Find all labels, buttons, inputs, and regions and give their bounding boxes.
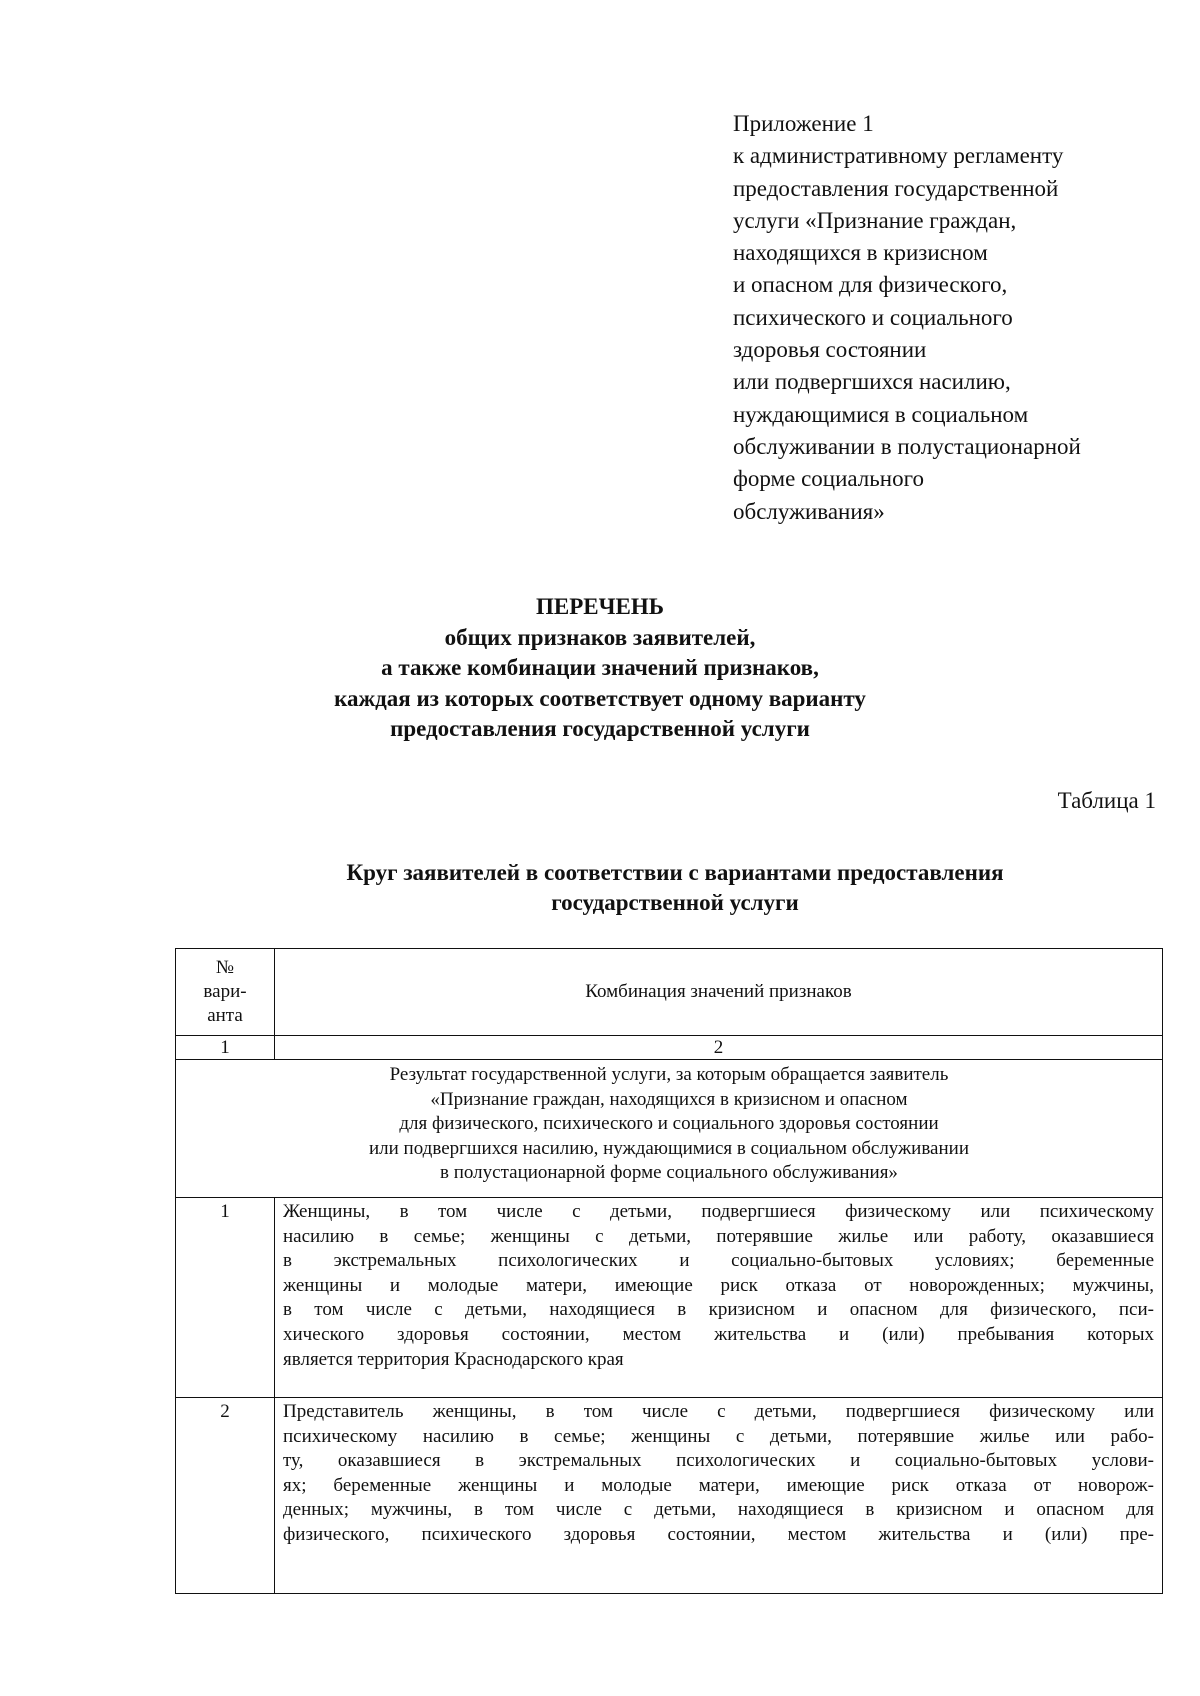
appendix-line: находящихся в кризисном xyxy=(733,240,988,266)
title-subtitle-line: общих признаков заявителей, xyxy=(444,624,756,650)
applicants-table xyxy=(175,948,1163,1594)
row-line: Женщины, в том числе с детьми, подвергшиеся физическому или психическому xyxy=(283,1201,1154,1222)
appendix-line: или подвергшихся насилию, xyxy=(733,369,1011,395)
row-line: Представитель женщины, в том числе с детьми, подвергшиеся физическому или xyxy=(283,1401,1154,1422)
row-variant-number: 2 xyxy=(176,1398,275,1594)
row-line: насилию в семье; женщины с детьми, потерявшие жилье или работу, оказавшиеся xyxy=(283,1225,1154,1247)
title-heading: ПЕРЕЧЕНЬ xyxy=(536,594,664,619)
row-variant-number: 1 xyxy=(176,1198,275,1398)
header-combination: Комбинация значений признаков xyxy=(275,949,1163,1036)
table-row xyxy=(176,1198,1163,1398)
header-variant-number xyxy=(176,949,275,1036)
title-subtitle-line: каждая из которых соответствует одному варианту xyxy=(334,685,866,711)
section-line: или подвергшихся насилию, нуждающимися в социальном обслуживании xyxy=(368,1137,969,1159)
title-subtitle-line: предоставления государственной услуги xyxy=(390,716,810,741)
row-line: является территория Краснодарского края xyxy=(283,1348,624,1370)
appendix-line: обслуживании в полустационарной xyxy=(733,433,1081,459)
table-title-line: государственной услуги xyxy=(551,890,799,915)
table-row xyxy=(176,1398,1163,1594)
table-label: Таблица 1 xyxy=(1057,788,1156,813)
appendix-line: здоровья состоянии xyxy=(733,337,927,363)
document-title xyxy=(0,592,1200,745)
table-section-row xyxy=(176,1060,1163,1198)
appendix-line: Приложение 1 xyxy=(733,111,874,136)
row-line: денных; мужчины, в том числе с детьми, находящиеся в кризисном и опасном для xyxy=(283,1499,1154,1521)
row-line: в том числе с детьми, находящиеся в кризисном и опасном для физического, пси- xyxy=(283,1299,1154,1321)
row-line: ях; беременные женщины и молодые матери, имеющие риск отказа от новорож- xyxy=(283,1474,1154,1496)
header-num-line: № xyxy=(215,957,235,978)
appendix-line: к административному регламенту xyxy=(733,143,1064,169)
column-index-body: 2 xyxy=(275,1036,1163,1060)
table-title xyxy=(0,858,1200,918)
column-index-num: 1 xyxy=(176,1036,275,1060)
row-line: в экстремальных психологических и социально-бытовых условиях; беременные xyxy=(283,1250,1154,1272)
table-column-index-row xyxy=(176,1036,1163,1060)
appendix-header xyxy=(733,108,1173,528)
row-line: хического здоровья состоянии, местом жительства и (или) пребывания которых xyxy=(283,1323,1154,1345)
appendix-line: предоставления государственной xyxy=(733,175,1059,201)
row-line: психическому насилию в семье; женщины с детьми, потерявшие жилье или рабо- xyxy=(283,1425,1154,1447)
section-line: Результат государственной услуги, за которым обращается заявитель xyxy=(389,1064,949,1085)
header-num-line: анта xyxy=(207,1005,243,1026)
table-title-line: Круг заявителей в соответствии с вариантами предоставления xyxy=(346,860,1004,885)
header-num-line: вари- xyxy=(203,981,247,1002)
appendix-line: форме социального xyxy=(733,466,924,492)
row-line: ту, оказавшиеся в экстремальных психологических и социально-бытовых услови- xyxy=(283,1450,1154,1472)
row-line: физического, психического здоровья состоянии, местом жительства и (или) пре- xyxy=(283,1523,1154,1545)
table-header-row xyxy=(176,949,1163,1036)
appendix-line: нуждающимися в социальном xyxy=(733,401,1029,427)
appendix-line: услуги «Признание граждан, xyxy=(733,207,1017,233)
section-line: в полустационарной форме социального обслуживания» xyxy=(440,1162,898,1183)
section-line: для физического, психического и социального здоровья состоянии xyxy=(399,1113,939,1134)
row-line: женщины и молодые матери, имеющие риск отказа от новорожденных; мужчины, xyxy=(283,1274,1154,1296)
section-result xyxy=(176,1060,1163,1198)
section-line: «Признание граждан, находящихся в кризисном и опасном xyxy=(430,1088,908,1110)
row-combination-text xyxy=(275,1398,1163,1594)
title-subtitle-line: а также комбинации значений признаков, xyxy=(381,655,819,680)
appendix-line: психического и социального xyxy=(733,304,1013,330)
appendix-line: и опасном для физического, xyxy=(733,272,1008,298)
appendix-line: обслуживания» xyxy=(733,498,885,524)
row-combination-text xyxy=(275,1198,1163,1398)
